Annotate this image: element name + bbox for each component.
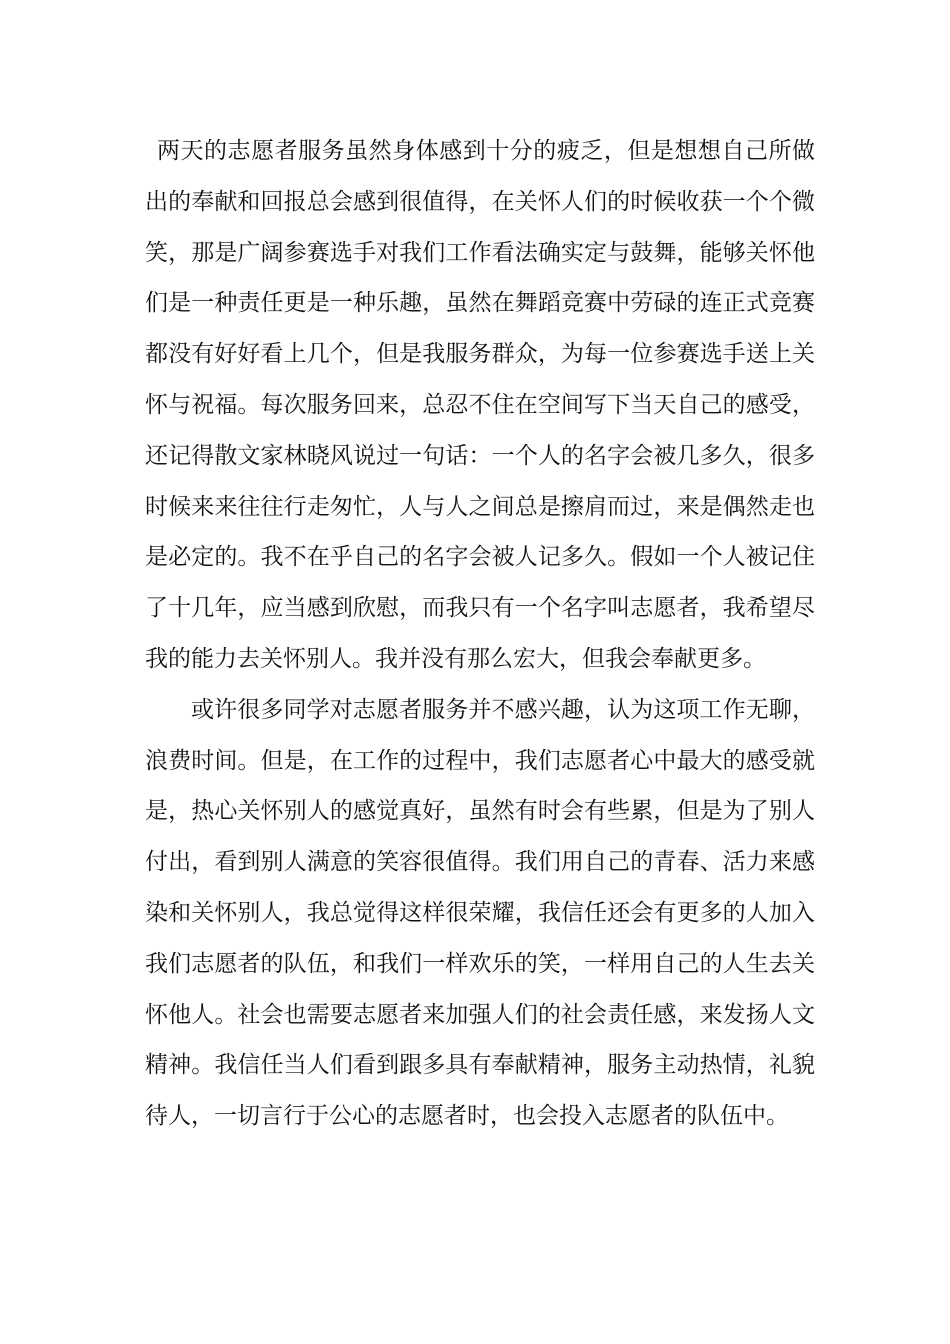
- paragraph-2: 或许很多同学对志愿者服务并不感兴趣，认为这项工作无聊，浪费时间。但是，在工作的过程中，我们志愿者心中最大的感受就是，热心关怀别人的感觉真好，虽然有时会有些累，但是为了别人付出，看到别人满意的笑容很值得。我们用自己的青春、活力来感染和关怀别人，我总觉得这样很荣耀，我信任还会有更多的人加入我们志愿者的队伍，和我们一样欢乐的笑，一样用自己的人生去关怀他人。社会也需要志愿者来加强人们的社会责任感，来发扬人文精神。我信任当人们看到跟多具有奉献精神，服务主动热情，礼貌待人，一切言行于公心的志愿者时，也会投入志愿者的队伍中。: [145, 696, 815, 1130]
- paragraph-1: 两天的志愿者服务虽然身体感到十分的疲乏，但是想想自己所做出的奉献和回报总会感到很值得，在关怀人们的时候收获一个个微笑，那是广阔参赛选手对我们工作看法确实定与鼓舞，能够关怀他们是一种责任更是一种乐趣，虽然在舞蹈竞赛中劳碌的连正式竞赛都没有好好看上几个，但是我服务群众，为每一位参赛选手送上关怀与祝福。每次服务回来，总忍不住在空间写下当天自己的感受，还记得散文家林晓风说过一句话：一个人的名字会被几多久，很多时候来来往往行走匆忙，人与人之间总是擦肩而过，来是偶然走也是必定的。我不在乎自己的名字会被人记多久。假如一个人被记住了十几年，应当感到欣慰，而我只有一个名字叫志愿者，我希望尽我的能力去关怀别人。我并没有那么宏大，但我会奉献更多。: [145, 138, 815, 672]
- document-body: [145, 126, 815, 1142]
